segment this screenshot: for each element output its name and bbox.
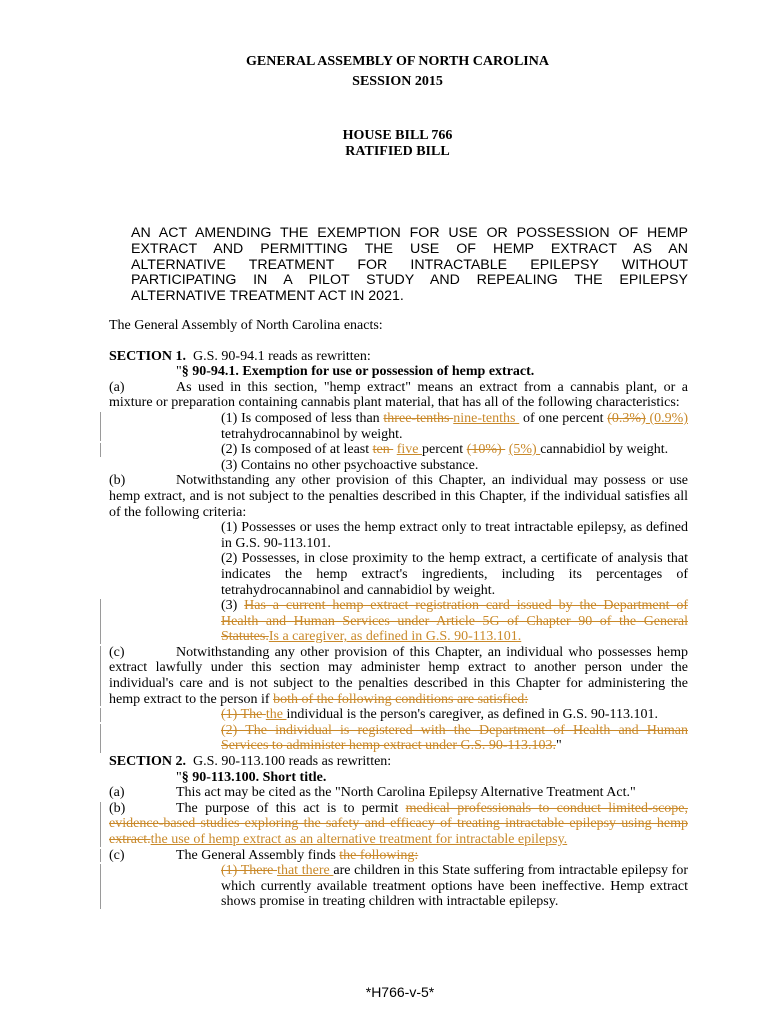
session-heading: SESSION 2015 (352, 74, 443, 89)
document-footer-code: *H766-v-5* (365, 984, 435, 1000)
item-c1: (1) The the individual is the person's caregiver, as defined in G.S. 90-113.101. (109, 707, 688, 723)
subsection-c: (c) The General Assembly finds the following: (109, 848, 688, 864)
item-a1: (1) Is composed of less than three-tenths nine-tenths of one percent (0.3%) (0.9%) tetrahydrocannabinol by weight. (109, 411, 688, 442)
title-line: ALTERNATIVE TREATMENT FOR INTRACTABLE EPILEPSY WITHOUT (131, 256, 688, 273)
section-heading: "§ 90-113.100. Short title. (176, 769, 327, 785)
deleted-text: (1) The (221, 707, 266, 723)
inserted-text: nine-tenths (453, 410, 520, 426)
section-1-intro (109, 349, 688, 365)
section-text: G.S. 90-113.100 reads as rewritten: (193, 754, 392, 770)
subsection-c: (c) Notwithstanding any other provision of this Chapter, an individual who possesses hemp extract lawfully under this section may administer hemp extract to another person under the individual's care and is not subject to the penalties described in this Chapter for administering the hemp extract to the person if both of the following conditions are satisfied: (109, 644, 688, 707)
act-title (131, 226, 688, 305)
deleted-text: the following: (339, 847, 419, 863)
subsection-b: (b) The purpose of this act is to permit medical professionals to conduct limited-scope, evidence-based studies exploring the safety and efficacy of treating intractable epilepsy using hemp extract.the use of hemp extract as an alternative treatment for intractable epilepsy. (109, 800, 688, 847)
subsection-b: (b) Notwithstanding any other provision of this Chapter, an individual may possess or use hemp extract, and is not subject to the penalties described in this Chapter, if the individual satisfies all of the following criteria: (109, 473, 688, 520)
section-label: SECTION 1. (109, 348, 187, 364)
item-a3: (3) Contains no other psychoactive substance. (221, 457, 479, 473)
deleted-text: (2) The individual is registered with the Department of Health and Human Services to administer hemp extract under G.S. 90-113.103. (221, 722, 688, 754)
title-line: ALTERNATIVE TREATMENT ACT IN 2021. (131, 288, 404, 305)
inserted-text: five (396, 442, 422, 458)
inserted-text: (0.9%) (645, 410, 688, 426)
deleted-text: (0.3%) (607, 410, 646, 426)
deleted-text: ten (372, 442, 394, 458)
bill-number: HOUSE BILL 766 (342, 128, 453, 143)
item-c1: (1) There that there are children in this State suffering from intractable epilepsy for which currently available treatment options have been ineffective. Hemp extract shows promise in treating children with intractable epilepsy. (109, 863, 688, 910)
inserted-text: the use of hemp extract as an alternative treatment for intractable epilepsy. (150, 832, 568, 847)
inserted-text: the (265, 707, 287, 723)
item-b3: (3) Has a current hemp extract registration card issued by the Department of Health and Human Services under Article 5G of Chapter 90 of the General Statutes.Is a caregiver, as defined in G.S. 90-113.101. (109, 598, 688, 645)
inserted-text: Is a caregiver, as defined in G.S. 90-113.101. (268, 629, 522, 645)
title-line: AN ACT AMENDING THE EXEMPTION FOR USE OR POSSESSION OF HEMP (131, 225, 688, 241)
section-text: G.S. 90-94.1 reads as rewritten: (193, 348, 371, 364)
statute-heading: § 90-113.100. Short title. (181, 769, 327, 785)
subsection-a: (a) As used in this section, "hemp extract" means an extract from a cannabis plant, or a mixture or preparation containing cannabis plant material, that has all of the following characteristics: (109, 379, 688, 411)
bill-status: RATIFIED BILL (345, 144, 450, 159)
inserted-text: (5%) (508, 442, 541, 458)
section-heading: "§ 90-94.1. Exemption for use or possession of hemp extract. (176, 364, 535, 380)
item-c2: (2) The individual is registered with the Department of Health and Human Services to administer hemp extract under G.S. 90-113.103." (109, 723, 688, 754)
title-line: PARTICIPATING IN A PILOT STUDY AND REPEALING THE EPILEPSY (131, 272, 688, 289)
deleted-text: three-tenths (383, 410, 454, 426)
title-line: EXTRACT AND PERMITTING THE USE OF HEMP EXTRACT AS AN (131, 240, 688, 257)
inserted-text: that there (277, 863, 334, 879)
item-b1: (1) Possesses or uses the hemp extract only to treat intractable epilepsy, as defined in G.S. 90-113.101. (221, 520, 688, 551)
section-label: SECTION 2. (109, 754, 187, 770)
deleted-text: medical professionals to conduct limited-scope, evidence-based studies exploring the safety and efficacy of treating intractable epilepsy using hemp extract. (109, 800, 688, 847)
deleted-text: Has a current hemp extract registration card issued by the Department of Health and Human Services under Article 5G of Chapter 90 of the General Statutes. (221, 598, 688, 645)
section-2-intro (109, 754, 688, 770)
deleted-text: (10%) (466, 442, 506, 458)
deleted-text: (1) There (221, 863, 278, 879)
item-b2: (2) Possesses, in close proximity to the hemp extract, a certificate of analysis that indicates the hemp extract's ingredients, including its percentages of tetrahydrocannabinol and cannabidiol by weight. (221, 551, 688, 598)
assembly-heading: GENERAL ASSEMBLY OF NORTH CAROLINA (246, 54, 549, 69)
enacting-clause: The General Assembly of North Carolina enacts: (109, 318, 383, 333)
subsection-a: (a) This act may be cited as the "North Carolina Epilepsy Alternative Treatment Act." (109, 785, 636, 801)
bill-body (109, 318, 688, 910)
item-a2: (2) Is composed of at least ten five percent (10%) (5%) cannabidiol by weight. (109, 442, 688, 458)
deleted-text: both of the following conditions are satisfied: (273, 691, 529, 707)
statute-heading: § 90-94.1. Exemption for use or possession of hemp extract. (181, 364, 535, 380)
